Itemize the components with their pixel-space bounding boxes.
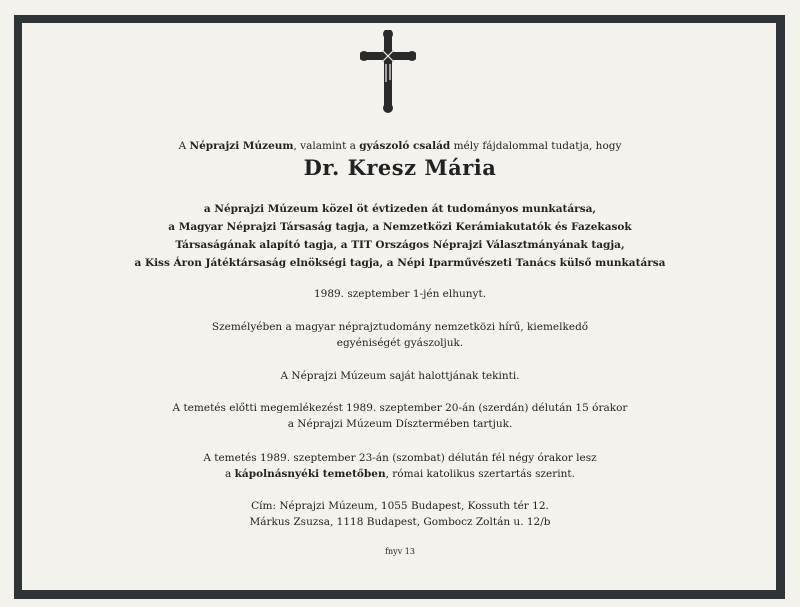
family-label: gyászoló család: [359, 140, 451, 152]
title-line: a Kiss Áron Játéktársaság elnökségi tagja, a Népi Iparművészeti Tanács külső munkatársa: [134, 257, 666, 269]
memorial-line: A temetés előtti megemlékezést 1989. szeptember 20-án (szerdán) délután 15 órakor: [172, 402, 628, 414]
title-line: a Magyar Néprajzi Társaság tagja, a Nemzetközi Kerámiakutatók és Fazekasok: [168, 221, 632, 233]
deceased-name: Dr. Kresz Mária: [303, 155, 497, 180]
title-line: Társaságának alapító tagja, a TIT Országos Néprajzi Választmányának tagja,: [175, 239, 625, 251]
museum-name: Néprajzi Múzeum: [189, 140, 294, 152]
funeral-place-line: a kápolnásnyéki temetőben, római katolikus szertartás szerint.: [225, 468, 575, 480]
death-date-line: 1989. szeptember 1-jén elhunyt.: [313, 288, 487, 300]
crucifix-icon: [360, 30, 416, 114]
intro-line: A Néprajzi Múzeum, valamint a gyászoló család mély fájdalommal tudatja, hogy: [178, 140, 622, 152]
memorial-line: a Néprajzi Múzeum Dísztermében tartjuk.: [287, 418, 513, 430]
title-line: a Néprajzi Múzeum közel öt évtizeden át tudományos munkatársa,: [203, 203, 597, 215]
address-line: Márkus Zsuzsa, 1118 Budapest, Gombocz Zoltán u. 12/b: [249, 516, 551, 528]
tribute-line: egyéniségét gyászoljuk.: [336, 337, 464, 349]
address-line: Cím: Néprajzi Múzeum, 1055 Budapest, Kossuth tér 12.: [251, 500, 549, 512]
cemetery-name: kápolnásnyéki temetőben: [234, 468, 386, 480]
tribute-line: Személyében a magyar néprajztudomány nemzetközi hírű, kiemelkedő: [211, 321, 589, 333]
museum-own-dead-line: A Néprajzi Múzeum saját halottjának tekinti.: [280, 370, 520, 382]
printer-mark: fnyv 13: [385, 547, 415, 556]
funeral-line: A temetés 1989. szeptember 23-án (szombat) délután fél négy órakor lesz: [203, 452, 597, 464]
